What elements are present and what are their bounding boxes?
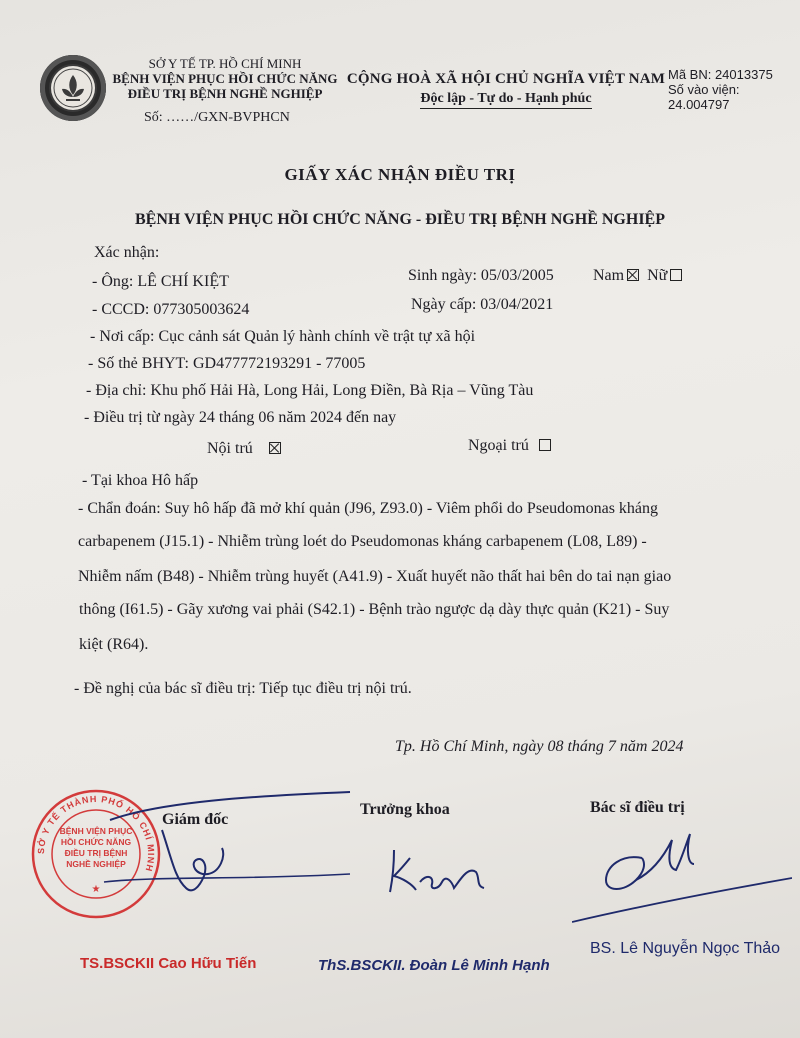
diagnosis-line-1: - Chẩn đoán: Suy hô hấp đã mở khí quản (J96, Z93.0) - Viêm phổi do Pseudomonas kháng	[78, 500, 659, 517]
citizen-id: - CCCD: 077305003624	[92, 301, 250, 318]
inpatient-checkbox-checked-icon	[269, 442, 281, 454]
male-checkbox-checked-icon	[627, 269, 639, 281]
svg-text:★: ★	[91, 884, 101, 895]
patient-dob: Sinh ngày: 05/03/2005	[408, 267, 554, 284]
hospital-logo-icon	[40, 55, 106, 121]
document-title: GIẤY XÁC NHẬN ĐIỀU TRỊ	[284, 165, 516, 184]
national-header	[346, 71, 666, 109]
place-and-date: Tp. Hồ Chí Minh, ngày 08 tháng 7 năm 2024	[395, 738, 684, 755]
document-number: Số: ……/GXN-BVPHCN	[144, 110, 290, 125]
inpatient-label: Nội trú	[207, 440, 253, 457]
department: - Tại khoa Hô hấp	[82, 472, 199, 489]
treatment-period: - Điều trị từ ngày 24 tháng 06 năm 2024 đến nay	[84, 409, 397, 426]
stamp-inner-text: BỆNH VIỆN PHỤC HỒI CHỨC NĂNG ĐIỀU TRỊ BỆNH NGHỀ NGHIỆP	[59, 826, 133, 869]
outpatient-checkbox-empty-icon	[539, 439, 551, 451]
hospital-name-line1: BỆNH VIỆN PHỤC HỒI CHỨC NĂNG	[112, 71, 338, 86]
patient-name: - Ông: LÊ CHÍ KIỆT	[92, 273, 229, 290]
diagnosis-line-5: kiệt (R64).	[79, 636, 149, 653]
hospital-name-line2: ĐIỀU TRỊ BỆNH NGHỀ NGHIỆP	[127, 86, 323, 101]
diagnosis-line-2: carbapenem (J15.1) - Nhiễm trùng loét do Pseudomonas kháng carbapenem (L08, L89) -	[78, 533, 647, 550]
treating-doctor-name: BS. Lê Nguyễn Ngọc Thảo	[590, 940, 781, 957]
director-title: Giám đốc	[162, 811, 229, 828]
patient-code: Mã BN: 24013375	[668, 67, 773, 82]
nation-name: CỘNG HOÀ XÃ HỘI CHỦ NGHĨA VIỆT NAM	[346, 71, 666, 87]
director-signature	[100, 790, 360, 900]
outpatient-label: Ngoại trú	[468, 437, 529, 454]
director-name: TS.BSCKII Cao Hữu Tiến	[80, 955, 257, 972]
id-issue-date: Ngày cấp: 03/04/2021	[411, 296, 554, 313]
patient-address: - Địa chỉ: Khu phố Hải Hà, Long Hải, Long Điền, Bà Rịa – Vũng Tàu	[86, 382, 534, 399]
department-name: SỞ Y TẾ TP. HỒ CHÍ MINH	[148, 56, 302, 71]
patient-codes	[668, 67, 773, 112]
national-motto: Độc lập - Tự do - Hạnh phúc	[420, 91, 591, 109]
inpatient-option	[207, 440, 281, 458]
female-checkbox-empty-icon	[670, 269, 682, 281]
health-insurance-number: - Số thẻ BHYT: GD477772193291 - 77005	[88, 355, 366, 372]
male-label: Nam	[593, 267, 625, 284]
department-head-title: Trưởng khoa	[360, 801, 450, 818]
doctor-recommendation: - Đề nghị của bác sĩ điều trị: Tiếp tục điều trị nội trú.	[74, 680, 412, 697]
admission-number: 24.004797	[668, 97, 730, 112]
diagnosis-line-3: Nhiễm nấm (B48) - Nhiễm trùng huyết (A41.9) - Xuất huyết não thất hai bên do tai nạn giao	[78, 568, 672, 585]
female-label: Nữ	[647, 267, 668, 284]
outpatient-option	[468, 437, 551, 455]
confirm-label: Xác nhận:	[94, 244, 160, 261]
diagnosis-line-4: thông (I61.5) - Gãy xương vai phải (S42.1) - Bệnh trào ngược dạ dày thực quản (K21) - Suy	[79, 601, 670, 618]
issuer-block	[110, 56, 340, 125]
id-issue-place: - Nơi cấp: Cục cảnh sát Quản lý hành chính về trật tự xã hội	[90, 328, 476, 345]
department-head-signature	[380, 838, 500, 900]
treating-doctor-title: Bác sĩ điều trị	[590, 799, 685, 816]
admission-label: Số vào viện:	[668, 82, 740, 97]
stamp-outer-text: SỞ Y TẾ THÀNH PHỐ HỒ CHÍ MINH	[35, 793, 157, 874]
gender-options	[593, 267, 682, 285]
department-head-name: ThS.BSCKII. Đoàn Lê Minh Hạnh	[318, 957, 550, 974]
document-subtitle: BỆNH VIỆN PHỤC HỒI CHỨC NĂNG - ĐIỀU TRỊ BỆNH NGHỀ NGHIỆP	[135, 211, 665, 228]
treating-doctor-signature	[572, 818, 792, 930]
